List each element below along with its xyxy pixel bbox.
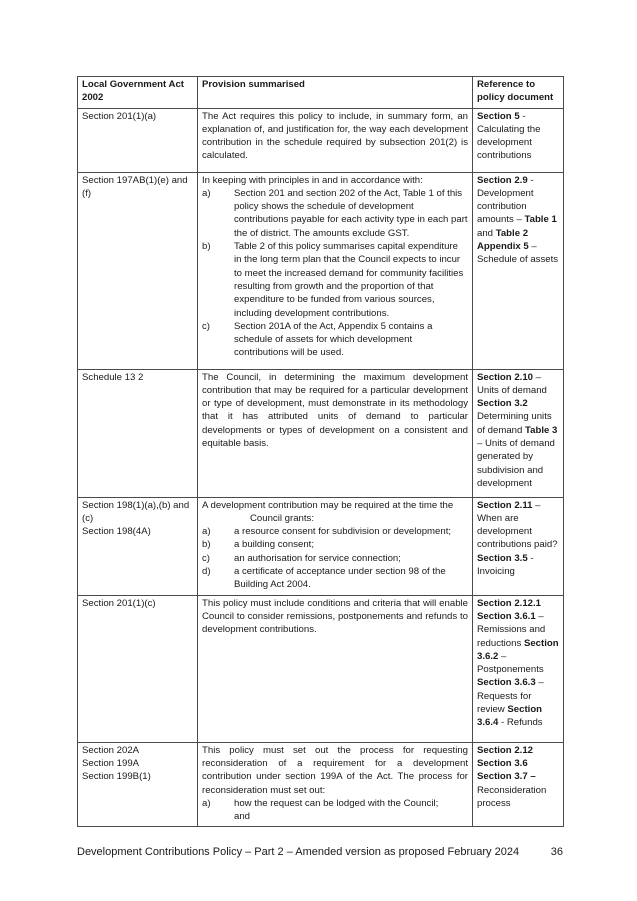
reference-section-label: Section 2.9 [477, 174, 528, 186]
reference-section-label: Section 3.5 [477, 552, 528, 564]
reference-section-label: Section 5 [477, 110, 520, 122]
reference-section-label: Section 3.6 [477, 757, 528, 769]
list-item [202, 552, 468, 565]
list-marker: a) [202, 187, 211, 199]
provision-list [202, 525, 468, 591]
legislation-reference-table [77, 76, 564, 827]
reference-description: - Development contribution amounts – [477, 174, 534, 226]
provision-cell [198, 595, 473, 742]
list-item-text: an authorisation for service connection; [234, 552, 401, 564]
provision-cell [198, 497, 473, 595]
act-section-cell [78, 497, 198, 595]
reference-description: – When are development contributions paid? [477, 499, 558, 551]
list-item [202, 797, 468, 810]
reference-description: and [477, 227, 496, 239]
reference-section-label: Section 2.12.1 [477, 597, 541, 609]
reference-description: Determining units of demand [477, 411, 552, 436]
table-row [78, 742, 564, 827]
act-section-ref: Section 198(1)(a),(b) and (c) [82, 499, 190, 524]
provision-cell [198, 108, 473, 172]
reference-section-label: Section 2.11 [477, 499, 533, 511]
act-section-cell [78, 742, 198, 827]
reference-section-label: Section 3.6.4 [477, 704, 543, 729]
reference-section-label: Section 3.7 – [477, 771, 536, 783]
reference-section-label: Section 2.10 [477, 371, 533, 383]
table-header-row [78, 77, 564, 109]
reference-description: - Invoicing [477, 552, 534, 578]
reference-description: - Calculating the development contributions [477, 110, 541, 162]
reference-description: – Units of demand [477, 371, 547, 396]
list-marker: c) [202, 552, 210, 564]
reference-section-label: Section 3.2 [477, 398, 528, 410]
header-provision: Provision summarised [198, 77, 473, 109]
act-section-ref: Section 197AB(1)(e) and (f) [82, 174, 188, 199]
reference-description: - Refunds [498, 717, 543, 729]
reference-section-label: Table 3 [525, 424, 558, 436]
list-item [202, 525, 468, 538]
table-row [78, 172, 564, 369]
list-item [202, 565, 468, 592]
policy-reference-cell [473, 369, 564, 497]
act-section-cell [78, 369, 198, 497]
list-marker: c) [202, 320, 210, 332]
table-row [78, 108, 564, 172]
list-marker: b) [202, 539, 211, 551]
table-row [78, 369, 564, 497]
reference-description: – Remissions and reductions [477, 610, 546, 649]
reference-section-label: Section 2.12 [477, 744, 533, 756]
header-reference: Reference to policy document [473, 77, 564, 109]
provision-trailing-text: and [234, 811, 251, 823]
footer-text: Development Contributions Policy – Part 2 – Amended version as proposed February 2024 [77, 846, 520, 858]
act-section-ref: Section 199A [82, 757, 140, 769]
provision-cell [198, 369, 473, 497]
act-section-ref: Schedule 13 2 [82, 371, 144, 383]
list-item [202, 240, 468, 320]
reference-description: Reconsideration process [477, 784, 547, 809]
policy-reference-cell [473, 497, 564, 595]
page-number: 36 [550, 846, 563, 858]
list-item [202, 187, 468, 240]
act-section-cell [78, 108, 198, 172]
list-item-text: Table 2 of this policy summarises capital expenditure in the long term plan that the Council expects to incur to meet the increased demand for community facilities resulting from growth and the proportion of that expenditure to be funded from various sources, including development contributions. [234, 241, 464, 319]
list-marker: a) [202, 797, 211, 809]
act-section-ref: Section 199B(1) [82, 771, 151, 783]
policy-reference-cell [473, 172, 564, 369]
provision-intro: A development contribution may be required at the time the [202, 499, 454, 511]
reference-section-label: Table 1 [524, 214, 557, 226]
reference-section-label: Section 3.6.2 [477, 637, 559, 662]
act-section-ref: Section 202A [82, 744, 140, 756]
act-section-cell [78, 172, 198, 369]
provision-list [202, 187, 468, 360]
policy-reference-cell [473, 742, 564, 827]
list-item-text: a certificate of acceptance under section 98 of the Building Act 2004. [234, 566, 446, 591]
reference-section-label: Table 2 [495, 227, 529, 239]
list-item-text: how the request can be lodged with the Council; [234, 797, 439, 809]
act-section-cell [78, 595, 198, 742]
list-item-text: a building consent; [234, 539, 315, 551]
provision-cell [198, 742, 473, 827]
list-item-text: Section 201A of the Act, Appendix 5 contains a schedule of assets for which development contributions will be used. [234, 320, 433, 359]
list-item [202, 538, 468, 551]
list-item-text: a resource consent for subdivision or development; [234, 526, 452, 538]
table-row [78, 595, 564, 742]
provision-text: This policy must set out the process for requesting reconsideration of a requirement for a development contribution under section 199A of the Act. The process for reconsideration must set out: [202, 744, 468, 796]
reference-description: – Schedule of assets [477, 241, 559, 266]
act-section-ref: Section 201(1)(a) [82, 110, 157, 122]
provision-text: This policy must include conditions and criteria that will enable Council to consider remissions, postponements and refunds to development contributions. [202, 597, 468, 636]
reference-section-label: Appendix 5 [477, 241, 529, 253]
list-item-text: Section 201 and section 202 of the Act, Table 1 of this policy shows the schedule of development contributions payable for each activity type in each part the of district. The amounts exclude GST. [234, 187, 468, 239]
policy-reference-cell [473, 108, 564, 172]
provision-cell [198, 172, 473, 369]
list-marker: a) [202, 526, 211, 538]
policy-reference-cell [473, 595, 564, 742]
list-item [202, 320, 468, 360]
act-section-ref: Section 198(4A) [82, 526, 151, 538]
provision-text: The Act requires this policy to include, in summary form, an explanation of, and justification for, the way each development contribution in the schedule required by subsection 201(2) is calculated. [202, 110, 468, 162]
list-marker: d) [202, 566, 211, 578]
reference-description: – Postponements [477, 650, 544, 676]
reference-description: – Requests for review [477, 677, 544, 716]
provision-text: The Council, in determining the maximum development contribution that may be required for a particular development or type of development, must demonstrate in its methodology that it has attributed units of demand to particular developments or types of development on a consistent and equitable basis. [202, 371, 468, 450]
list-marker: b) [202, 241, 211, 253]
reference-description: – Units of demand generated by subdivision and development [477, 438, 555, 489]
reference-section-label: Section 3.6.1 [477, 610, 536, 622]
reference-section-label: Section 3.6.3 [477, 677, 536, 689]
provision-list [202, 797, 468, 810]
table-row [78, 497, 564, 595]
provision-intro-continued: Council grants: [250, 512, 314, 524]
act-section-ref: Section 201(1)(c) [82, 597, 156, 609]
provision-intro: In keeping with principles in and in accordance with: [202, 174, 423, 186]
header-act: Local Government Act 2002 [78, 77, 198, 109]
